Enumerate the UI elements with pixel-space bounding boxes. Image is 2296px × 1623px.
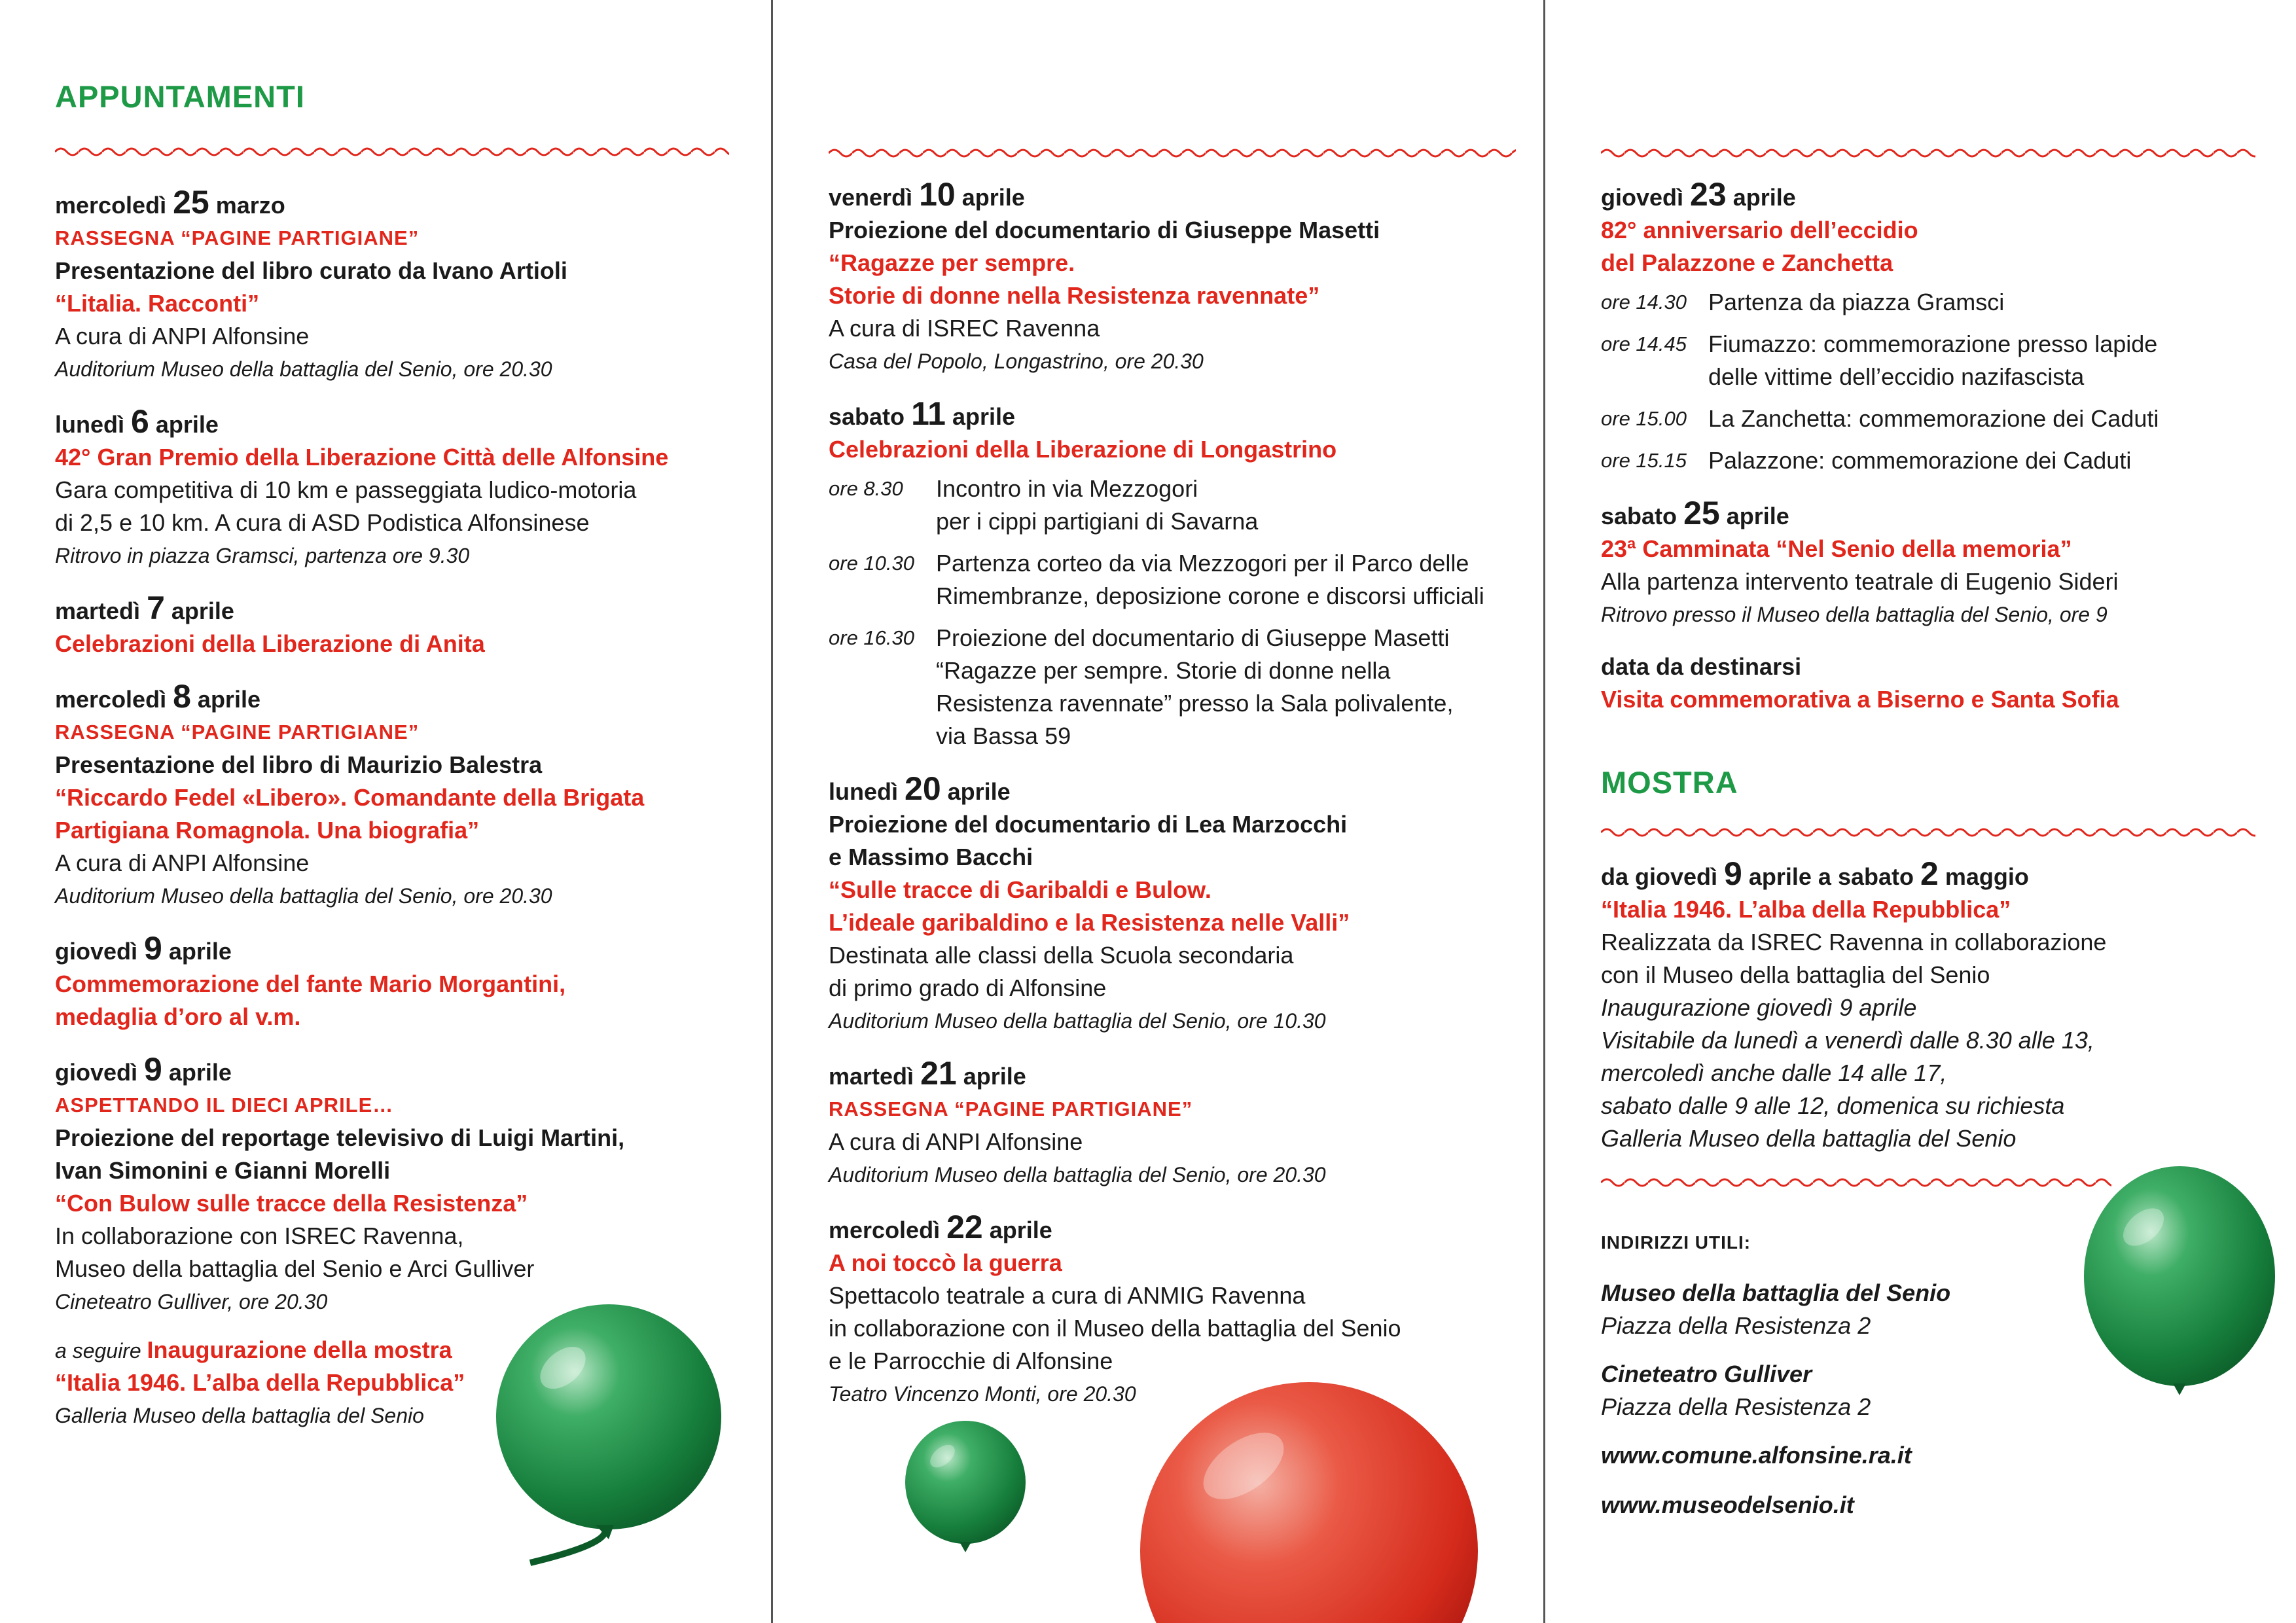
event-title: “Ragazze per sempre. (829, 249, 1075, 276)
event-title: medaglia d’oro al v.m. (55, 1003, 301, 1030)
event-20-aprile (829, 772, 1516, 1037)
event-place: Ritrovo in piazza Gramsci, partenza ore 9.30 (55, 544, 470, 567)
schedule-time: ore 15.00 (1601, 407, 1687, 430)
wave-divider (1601, 1175, 2111, 1190)
mostra-info-line: Galleria Museo della battaglia del Senio (1601, 1125, 2017, 1152)
event-place: Ritrovo presso il Museo della battaglia del Senio, ore 9 (1601, 603, 2108, 626)
event-date: giovedì 9 aprile (55, 1051, 232, 1088)
event-place: Teatro Vincenzo Monti, ore 20.30 (829, 1382, 1136, 1406)
event-place: Auditorium Museo della battaglia del Senio, ore 20.30 (55, 884, 552, 908)
event-date: data da destinarsi (1601, 653, 1802, 680)
event-10-aprile (829, 178, 1516, 378)
panel-middle (772, 0, 1545, 1623)
event-date: mercoledì 22 aprile (829, 1209, 1052, 1245)
event-title: Visita commemorativa a Biserno e Santa Sofia (1601, 686, 2119, 713)
event-6-aprile (55, 405, 729, 572)
event-text: Alla partenza intervento teatrale di Eugenio Sideri (1601, 568, 2119, 595)
event-title: Celebrazioni della Liberazione di Longastrino (829, 436, 1337, 463)
schedule-time: ore 14.45 (1601, 332, 1687, 355)
event-title: 23ª Camminata “Nel Senio della memoria” (1601, 535, 2072, 562)
event-date: sabato 25 aprile (1601, 495, 1789, 531)
aspettando-label: ASPETTANDO IL DIECI APRILE… (55, 1094, 394, 1116)
mostra-text: Realizzata da ISREC Ravenna in collaborazione (1601, 929, 2107, 955)
panel-right (1545, 0, 2296, 1623)
event-date: sabato 11 aprile (829, 395, 1015, 432)
schedule-time: ore 15.15 (1601, 449, 1687, 472)
event-description: Proiezione del documentario di Lea Marzocchi (829, 811, 1348, 838)
schedule-row: ore 15.15 Palazzone: commemorazione dei Caduti (1601, 444, 2255, 477)
event-title: “Riccardo Fedel «Libero». Comandante della Brigata (55, 784, 645, 811)
website-link[interactable]: www.museodelsenio.it (1601, 1491, 1854, 1518)
event-text: Museo della battaglia del Senio e Arci Gulliver (55, 1255, 535, 1282)
mostra-info-line: Visitabile da lunedì a venerdì dalle 8.30 alle 13, (1601, 1027, 2094, 1054)
rassegna-label: RASSEGNA “PAGINE PARTIGIANE” (55, 721, 420, 743)
event-title: “Con Bulow sulle tracce della Resistenza” (55, 1190, 528, 1217)
event-place: Casa del Popolo, Longastrino, ore 20.30 (829, 349, 1204, 373)
schedule-row: ore 8.30 Incontro in via Mezzogori per i cippi partigiani di Savarna (829, 473, 1516, 538)
schedule-time: ore 10.30 (829, 552, 914, 575)
green-balloon-icon (903, 1420, 1028, 1571)
event-8-aprile (55, 680, 729, 912)
event-place: Cineteatro Gulliver, ore 20.30 (55, 1290, 328, 1313)
event-place: Auditorium Museo della battaglia del Senio, ore 20.30 (55, 357, 552, 381)
event-date: giovedì 9 aprile (55, 930, 232, 967)
event-title: Storie di donne nella Resistenza ravennate” (829, 282, 1320, 309)
event-7-aprile (55, 592, 729, 660)
event-organizer: A cura di ISREC Ravenna (829, 315, 1100, 342)
event-date: lunedì 20 aprile (829, 770, 1011, 807)
event-text: di 2,5 e 10 km. A cura di ASD Podistica Alfonsinese (55, 509, 590, 536)
follow-label: a seguire (55, 1339, 141, 1363)
event-place: Auditorium Museo della battaglia del Senio, ore 10.30 (829, 1009, 1326, 1033)
event-description: Proiezione del documentario di Giuseppe Masetti (829, 217, 1380, 243)
event-description: e Massimo Bacchi (829, 844, 1033, 870)
event-description: Proiezione del reportage televisivo di Luigi Martini, (55, 1124, 625, 1151)
wave-divider (1601, 825, 2255, 840)
event-place: Auditorium Museo della battaglia del Senio, ore 20.30 (829, 1163, 1326, 1186)
event-description: Presentazione del libro curato da Ivano Artioli (55, 257, 567, 284)
event-date: venerdì 10 aprile (829, 176, 1025, 213)
event-21-aprile (829, 1057, 1516, 1191)
event-text: Spettacolo teatrale a cura di ANMIG Ravenna (829, 1282, 1306, 1309)
mostra-text: con il Museo della battaglia del Senio (1601, 961, 1990, 988)
event-title: A noi toccò la guerra (829, 1249, 1062, 1276)
wave-divider (1601, 145, 2255, 161)
event-organizer: A cura di ANPI Alfonsine (55, 323, 310, 349)
event-title: 82° anniversario dell’eccidio (1601, 217, 1918, 243)
event-title: L’ideale garibaldino e la Resistenza nelle Valli” (829, 909, 1350, 936)
event-date: martedì 21 aprile (829, 1055, 1026, 1092)
event-date: martedì 7 aprile (55, 590, 234, 626)
event-date: mercoledì 8 aprile (55, 678, 260, 715)
mostra-info (1601, 857, 2255, 1155)
mostra-info-line: sabato dalle 9 alle 12, domenica su richiesta (1601, 1092, 2065, 1119)
event-25-marzo (55, 186, 729, 385)
event-text: in collaborazione con il Museo della battaglia del Senio (829, 1315, 1401, 1342)
rassegna-label: RASSEGNA “PAGINE PARTIGIANE” (829, 1097, 1193, 1120)
rassegna-label: RASSEGNA “PAGINE PARTIGIANE” (55, 226, 420, 249)
event-description: Ivan Simonini e Gianni Morelli (55, 1157, 391, 1184)
schedule-time: ore 14.30 (1601, 291, 1687, 313)
schedule-time: ore 16.30 (829, 626, 914, 649)
schedule-row: ore 16.30 Proiezione del documentario di Giuseppe Masetti “Ragazze per sempre. Storie di donne nella Resistenza ravennate” presso la Sala polivalente, via Bassa 59 (829, 622, 1516, 753)
follow-title: Inaugurazione della mostra (147, 1336, 452, 1363)
schedule-row: ore 10.30 Partenza corteo da via Mezzogori per il Parco delle Rimembranze, deposizione corone e discorsi ufficiali (829, 547, 1516, 613)
event-title: Commemorazione del fante Mario Morgantini, (55, 971, 566, 997)
event-title: “Sulle tracce di Garibaldi e Bulow. (829, 876, 1211, 903)
schedule-time: ore 8.30 (829, 477, 903, 500)
address-name: Cineteatro Gulliver (1601, 1361, 1812, 1387)
event-organizer: A cura di ANPI Alfonsine (829, 1128, 1083, 1155)
event-organizer: A cura di ANPI Alfonsine (55, 849, 310, 876)
address-line: Piazza della Resistenza 2 (1601, 1312, 1871, 1339)
schedule-row: ore 15.00 La Zanchetta: commemorazione dei Caduti (1601, 402, 2255, 435)
follow-title: “Italia 1946. L’alba della Repubblica” (55, 1369, 465, 1396)
schedule-row: ore 14.45 Fiumazzo: commemorazione presso lapide delle vittime dell’eccidio nazifascista (1601, 328, 2255, 393)
address-name: Museo della battaglia del Senio (1601, 1279, 1951, 1306)
section-title-mostra: MOSTRA (1601, 765, 1738, 800)
event-date: giovedì 23 aprile (1601, 176, 1796, 213)
event-title: “Litalia. Racconti” (55, 290, 260, 317)
event-title: del Palazzone e Zanchetta (1601, 249, 1893, 276)
website-link[interactable]: www.comune.alfonsine.ra.it (1601, 1442, 1912, 1469)
event-23-aprile (1601, 178, 2255, 477)
event-22-aprile (829, 1211, 1516, 1410)
event-text: Destinata alle classi della Scuola secondaria (829, 942, 1294, 969)
event-text: Gara competitiva di 10 km e passeggiata ludico-motoria (55, 476, 637, 503)
event-25-aprile (1601, 497, 2255, 631)
mostra-info-line: Inaugurazione giovedì 9 aprile (1601, 994, 1917, 1021)
panel-appuntamenti (0, 0, 772, 1623)
mostra-title: “Italia 1946. L’alba della Repubblica” (1601, 896, 2011, 923)
event-text: In collaborazione con ISREC Ravenna, (55, 1222, 464, 1249)
follow-up (55, 1334, 729, 1366)
wave-divider (55, 144, 729, 160)
schedule-row: ore 14.30 Partenza da piazza Gramsci (1601, 286, 2255, 319)
wave-divider (829, 145, 1516, 161)
mostra-dates: da giovedì 9 aprile a sabato 2 maggio (1601, 855, 2029, 892)
event-date: mercoledì 25 marzo (55, 184, 285, 221)
event-description: Presentazione del libro di Maurizio Balestra (55, 751, 543, 778)
event-title: Celebrazioni della Liberazione di Anita (55, 630, 485, 657)
mostra-info-line: mercoledì anche dalle 14 alle 17, (1601, 1060, 1947, 1086)
address-line: Piazza della Resistenza 2 (1601, 1393, 1871, 1420)
event-9-aprile-b (55, 1053, 729, 1432)
event-text: e le Parrocchie di Alfonsine (829, 1347, 1113, 1374)
event-9-aprile-a (55, 932, 729, 1033)
follow-place: Galleria Museo della battaglia del Senio (55, 1404, 424, 1427)
event-title: 42° Gran Premio della Liberazione Città delle Alfonsine (55, 444, 669, 471)
event-date: lunedì 6 aprile (55, 403, 219, 440)
indirizzi-title: INDIRIZZI UTILI: (1601, 1232, 1751, 1253)
event-data-da-destinarsi (1601, 651, 2255, 716)
event-text: di primo grado di Alfonsine (829, 974, 1107, 1001)
section-title-appuntamenti: APPUNTAMENTI (55, 79, 305, 114)
event-title: Partigiana Romagnola. Una biografia” (55, 817, 480, 844)
event-11-aprile (829, 397, 1516, 753)
